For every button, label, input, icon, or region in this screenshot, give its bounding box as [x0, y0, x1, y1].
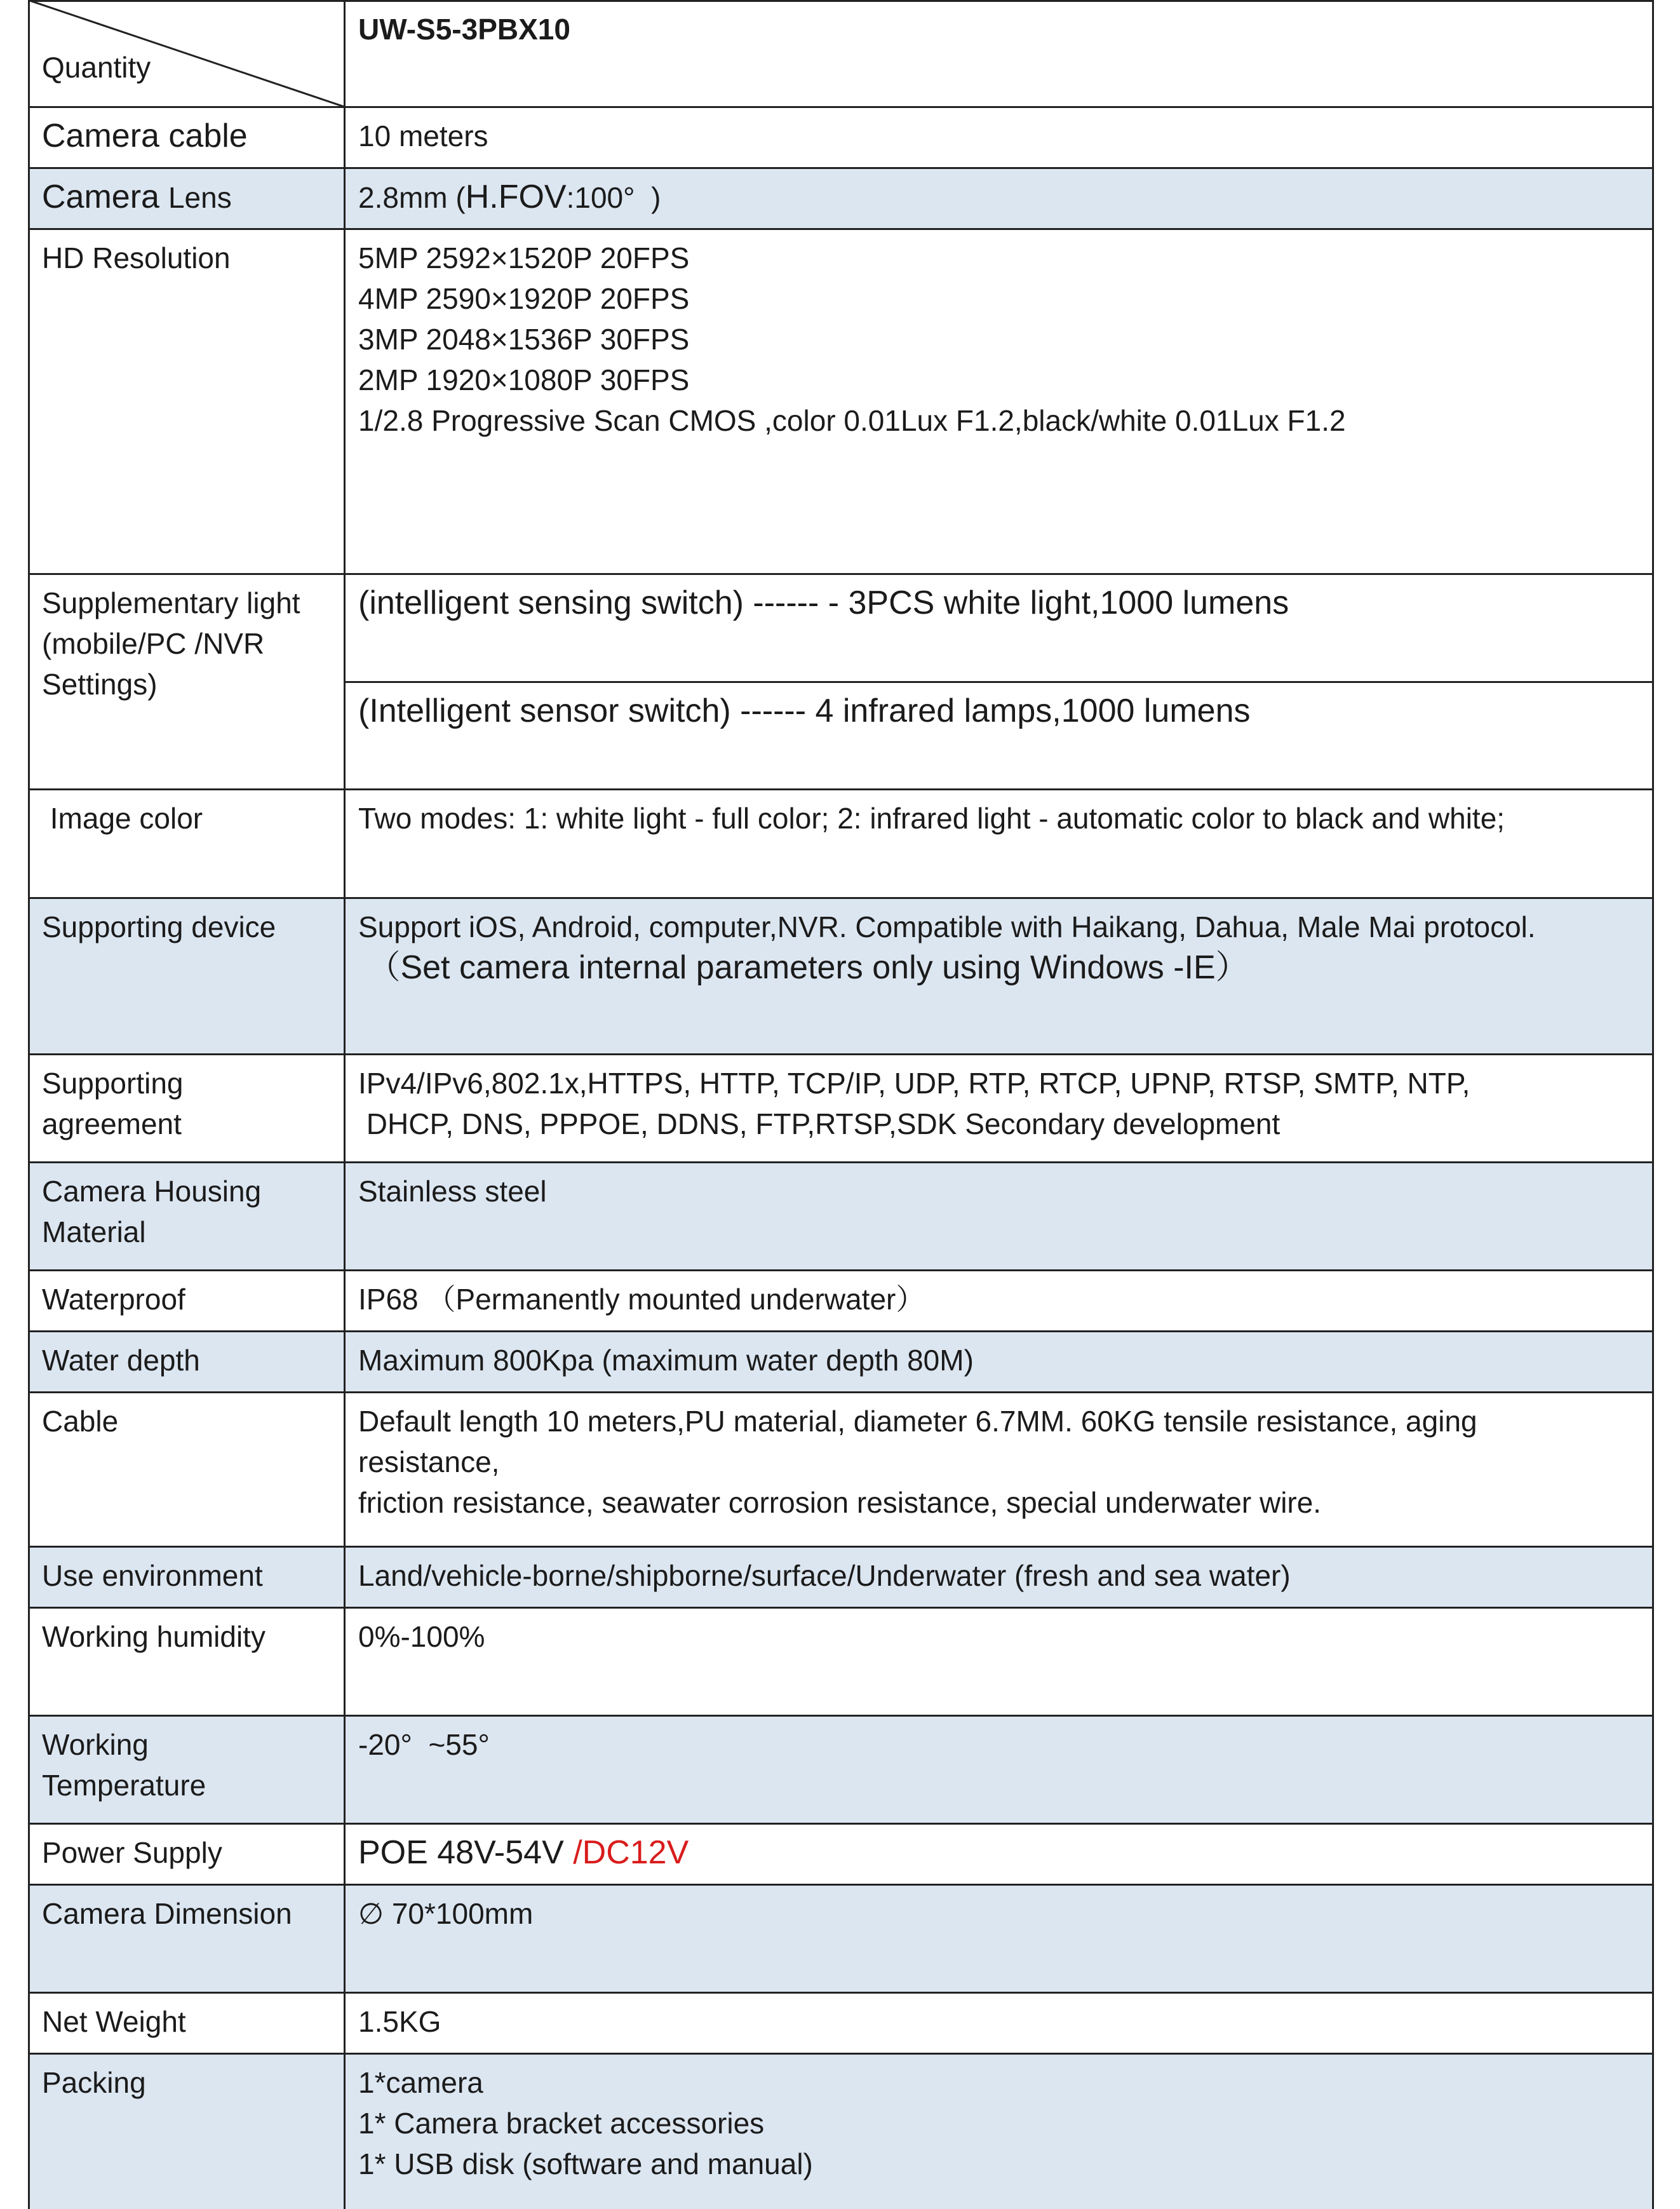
value-cell — [344, 898, 1654, 1054]
value-line: IPv4/IPv6,802.1x,HTTPS, HTTP, TCP/IP, UDP, RTP, RTCP, UPNP, RTSP, SMTP, NTP, — [358, 1067, 1470, 1100]
value-cell — [344, 1546, 1654, 1607]
value-line: 1* USB disk (software and manual) — [358, 2147, 813, 2180]
row-value: Two modes: 1: white light - full color; 2: infrared light - automatic color to black and white; — [358, 802, 1505, 835]
row-value: IP68 （Permanently mounted underwater） — [358, 1283, 925, 1316]
label-cell — [28, 1607, 344, 1715]
label-cell — [28, 1884, 344, 1992]
row-label: Supporting device — [42, 910, 276, 943]
value-cell-bottom — [344, 682, 1654, 789]
row-camera-lens — [28, 168, 1654, 229]
row-net-weight — [28, 1992, 1654, 2053]
model-number: UW-S5-3PBX10 — [358, 13, 570, 46]
value-line: 1*camera — [358, 2066, 483, 2099]
row-label: Camera cable — [42, 118, 248, 154]
value-cell — [344, 789, 1654, 898]
border-line — [28, 1992, 1654, 1994]
row-camera-dimension — [28, 1884, 1654, 1992]
label-cell — [28, 1270, 344, 1331]
border-line — [344, 681, 1654, 683]
row-supporting-device — [28, 898, 1654, 1054]
border-line — [28, 1330, 1654, 1332]
row-packing — [28, 2053, 1654, 2209]
row-hd-resolution — [28, 229, 1654, 574]
row-value: 1.5KG — [358, 2005, 441, 2038]
row-label: HD Resolution — [42, 241, 231, 274]
label-cell — [28, 898, 344, 1054]
label-cell — [28, 1715, 344, 1823]
row-value: Maximum 800Kpa (maximum water depth 80M) — [358, 1344, 974, 1377]
value-cell — [344, 1270, 1654, 1331]
value-cell — [344, 229, 1654, 574]
row-supporting-agreement — [28, 1054, 1654, 1162]
label-line: Working — [42, 1728, 149, 1761]
border-line — [28, 167, 1654, 169]
row-value: Land/vehicle-borne/shipborne/surface/Underwater (fresh and sea water) — [358, 1559, 1291, 1592]
value-note: （Set camera internal parameters only using Windows -IE） — [358, 949, 1249, 986]
spec-table — [28, 0, 1654, 2209]
row-working-humidity — [28, 1607, 1654, 1715]
label-line: Supplementary light — [42, 586, 300, 619]
row-label: Image color — [42, 802, 203, 835]
value-line: 4MP 2590×1920P 20FPS — [358, 282, 690, 315]
row-label: Packing — [42, 2066, 146, 2099]
row-use-environment — [28, 1546, 1654, 1607]
value-cell — [344, 168, 1654, 229]
row-housing-material — [28, 1162, 1654, 1270]
row-power-supply — [28, 1823, 1654, 1884]
value-cell — [344, 1715, 1654, 1823]
border-line — [28, 788, 1654, 790]
border-line — [28, 106, 1654, 108]
label-cell — [28, 1546, 344, 1607]
value-line: 1* Camera bracket accessories — [358, 2107, 765, 2140]
value-cell-top — [344, 574, 1654, 682]
row-label: Power Supply — [42, 1836, 222, 1869]
row-label: Net Weight — [42, 2005, 186, 2038]
row-label: Use environment — [42, 1559, 263, 1592]
corner-cell — [28, 0, 344, 107]
label-line: Temperature — [42, 1769, 206, 1802]
border-line — [28, 897, 1654, 899]
row-value-bottom: (Intelligent sensor switch) ------ 4 infrared lamps,1000 lumens — [358, 692, 1251, 729]
row-value: -20° ~55° — [358, 1728, 490, 1761]
value-line: 5MP 2592×1520P 20FPS — [358, 241, 690, 274]
row-image-color — [28, 789, 1654, 898]
border-line — [28, 1161, 1654, 1163]
label-line: Settings) — [42, 668, 158, 701]
row-label-b: Lens — [168, 181, 232, 214]
label-line: Camera Housing — [42, 1175, 262, 1208]
label-cell — [28, 1992, 344, 2053]
value-cell — [344, 1162, 1654, 1270]
label-line: Supporting — [42, 1067, 184, 1100]
row-label: Cable — [42, 1405, 119, 1438]
border-right — [1652, 0, 1654, 2209]
row-value-a: 2.8mm ( — [358, 181, 466, 214]
border-column-divider — [344, 0, 346, 2209]
row-waterproof — [28, 1270, 1654, 1331]
value-line: 2MP 1920×1080P 30FPS — [358, 363, 690, 396]
value-cell — [344, 1392, 1654, 1546]
row-working-temperature — [28, 1715, 1654, 1823]
border-line — [28, 1823, 1654, 1825]
value-line: Support iOS, Android, computer,NVR. Compatible with Haikang, Dahua, Male Mai protocol. — [358, 910, 1536, 943]
border-line — [28, 1053, 1654, 1055]
row-value: 0%-100% — [358, 1620, 485, 1653]
label-cell — [28, 574, 344, 789]
value-line: DHCP, DNS, PPPOE, DDNS, FTP,RTSP,SDK Secondary development — [358, 1107, 1280, 1140]
label-cell — [28, 1054, 344, 1162]
value-line: friction resistance, seawater corrosion resistance, special underwater wire. — [358, 1486, 1322, 1519]
row-label: Waterproof — [42, 1283, 185, 1316]
row-label: Working humidity — [42, 1620, 265, 1653]
border-left — [28, 0, 30, 2209]
border-line — [28, 1607, 1654, 1609]
value-cell — [344, 107, 1654, 168]
label-cell — [28, 1331, 344, 1392]
row-value-a: POE 48V-54V — [358, 1834, 574, 1871]
label-cell — [28, 168, 344, 229]
label-line: agreement — [42, 1107, 182, 1140]
value-cell — [344, 1823, 1654, 1884]
value-cell — [344, 1607, 1654, 1715]
row-value-top: (intelligent sensing switch) ------ - 3PCS white light,1000 lumens — [358, 584, 1289, 621]
border-line — [28, 0, 1654, 2]
border-line — [28, 1391, 1654, 1393]
label-line: Material — [42, 1215, 146, 1248]
row-label-a: Camera — [42, 179, 159, 215]
row-value-c: :100° ) — [566, 181, 661, 214]
border-line — [28, 1269, 1654, 1271]
row-label: Water depth — [42, 1344, 200, 1377]
border-line — [28, 2053, 1654, 2055]
value-line: Default length 10 meters,PU material, diameter 6.7MM. 60KG tensile resistance, aging — [358, 1405, 1477, 1438]
border-line — [28, 1715, 1654, 1717]
border-line — [28, 1884, 1654, 1886]
label-cell — [28, 107, 344, 168]
row-value-b: /DC12V — [573, 1834, 689, 1871]
value-line: resistance, — [358, 1445, 500, 1478]
label-cell — [28, 789, 344, 898]
row-value: 10 meters — [358, 119, 488, 152]
row-water-depth — [28, 1331, 1654, 1392]
value-cell — [344, 1331, 1654, 1392]
value-cell — [344, 2053, 1654, 2209]
header-row — [28, 0, 1654, 107]
row-value: ∅ 70*100mm — [358, 1897, 534, 1930]
model-cell — [344, 0, 1654, 107]
value-line: 1/2.8 Progressive Scan CMOS ,color 0.01Lux F1.2,black/white 0.01Lux F1.2 — [358, 404, 1346, 437]
label-cell — [28, 1162, 344, 1270]
row-cable — [28, 1392, 1654, 1546]
label-cell — [28, 1823, 344, 1884]
value-cell — [344, 1054, 1654, 1162]
label-cell — [28, 1392, 344, 1546]
row-value-b: H.FOV — [465, 179, 567, 215]
row-value: Stainless steel — [358, 1175, 547, 1208]
value-cell — [344, 1884, 1654, 1992]
label-cell — [28, 229, 344, 574]
label-cell — [28, 2053, 344, 2209]
value-cell — [344, 1992, 1654, 2053]
row-label: Camera Dimension — [42, 1897, 292, 1930]
border-line — [28, 228, 1654, 230]
value-line: 3MP 2048×1536P 30FPS — [358, 323, 690, 356]
label-line: (mobile/PC /NVR — [42, 627, 265, 660]
border-line — [28, 1546, 1654, 1548]
quantity-label: Quantity — [42, 51, 151, 84]
row-camera-cable — [28, 107, 1654, 168]
border-line — [28, 573, 1654, 575]
